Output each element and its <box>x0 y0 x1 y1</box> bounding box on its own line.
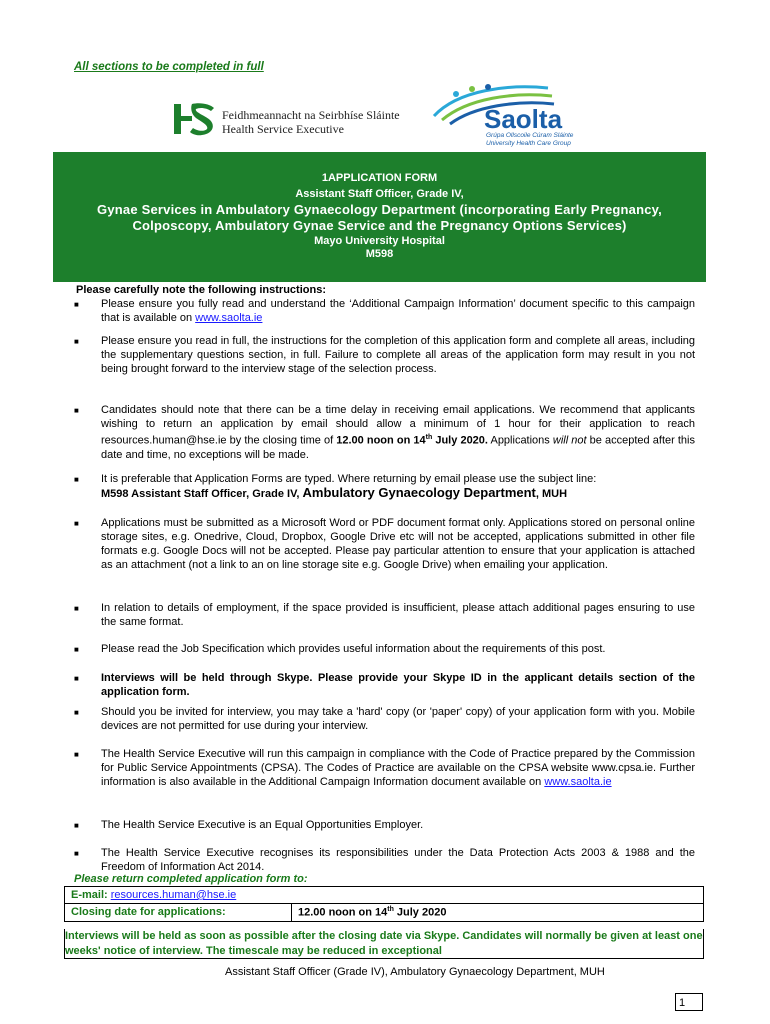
instructions-heading: Please carefully note the following instructions: <box>76 284 326 296</box>
instruction-12: The Health Service Executive recognises its responsibilities under the Data Protection Acts 2003 & 1988 and the Freedom of Information Act 2014. <box>101 847 695 873</box>
bullet-icon: ■ <box>74 708 79 717</box>
instruction-8: Interviews will be held through Skype. Please provide your Skype ID in the applicant details section of the application form. <box>101 672 695 698</box>
saolta-link[interactable]: www.saolta.ie <box>544 776 612 788</box>
form-title: 1APPLICATION FORM <box>321 172 438 184</box>
bullet-icon: ■ <box>74 300 79 309</box>
bullet-icon: ■ <box>74 750 79 759</box>
footer-text: Assistant Staff Officer (Grade IV), Ambulatory Gynaecology Department, MUH <box>225 966 605 978</box>
closing-label: Closing date for applications: <box>65 904 292 922</box>
email-cell: E-mail: resources.human@hse.ie <box>65 887 704 904</box>
campaign-code: M598 <box>365 248 394 260</box>
bullet-icon: ■ <box>74 674 79 683</box>
instruction-10: The Health Service Executive will run this campaign in compliance with the Code of Practice prepared by the Commission for Public Service Appointments (CPSA). The Codes of Practice are available on the CPSA website www.cpsa.ie. Further information is also available in the Additional Campaign Information document available on www.saolta.ie <box>101 748 695 788</box>
instruction-2: Please ensure you read in full, the instructions for the completion of this application form and complete all areas, including the supplementary questions section, in full. Failure to complete all areas of the application form may result in you not being brought forward to the interview stage of the selection process. <box>101 335 695 375</box>
closing-date: 12.00 noon on 14th July 2020 <box>292 904 704 922</box>
grade-title: Assistant Staff Officer, Grade IV, <box>295 188 464 200</box>
title-banner <box>53 152 706 282</box>
hse-name <box>222 108 400 136</box>
bullet-icon: ■ <box>74 406 79 415</box>
return-heading: Please return completed application form to: <box>74 873 308 885</box>
hse-mark-icon <box>174 103 214 135</box>
bullet-icon: ■ <box>74 604 79 613</box>
instruction-1: Please ensure you fully read and understand the ‘Additional Campaign Information’ document specific to this campaign that is available on www.saolta.ie <box>101 298 695 324</box>
instruction-11: The Health Service Executive is an Equal Opportunities Employer. <box>101 819 424 831</box>
bullet-icon: ■ <box>74 475 79 484</box>
bullet-icon: ■ <box>74 849 79 858</box>
email-link[interactable]: resources.human@hse.ie <box>110 889 237 901</box>
saolta-sub-english: University Health Care Group <box>486 140 571 147</box>
saolta-sub-irish: Grúpa Ollscoile Cúram Sláinte <box>486 132 574 139</box>
instruction-4: It is preferable that Application Forms are typed. Where returning by email please use the subject line: M598 Assistant Staff Officer, Grade IV, Ambulatory Gynaecology Department, MUH <box>101 473 597 500</box>
bullet-icon: ■ <box>74 519 79 528</box>
hse-name-english: Health Service Executive <box>222 122 344 136</box>
instruction-7: Please read the Job Specification which provides useful information about the requirements of this post. <box>101 643 606 655</box>
bullet-icon: ■ <box>74 645 79 654</box>
instruction-6: In relation to details of employment, if the space provided is insufficient, please attach additional pages ensuring to use the same format. <box>101 602 695 628</box>
bullet-icon: ■ <box>74 337 79 346</box>
interview-note: Interviews will be held as soon as possible after the closing date via Skype. Candidates will normally be given at least one weeks' notice of interview. The timescale may be reduced in exceptional <box>65 930 703 957</box>
instruction-5: Applications must be submitted as a Microsoft Word or PDF document format only. Applications stored on personal online storage sites, e.g. Onedrive, Cloud, Dropbox, Google Drive etc will not be accepted, applications submitted in other file formats e.g. Google Docs will not be accepted. Please pay particular attention to ensure that your application is attached as an attachment (not a link to an on line storage site e.g. Google Drive) when emailing your application. <box>101 517 695 571</box>
instruction-3: Candidates should note that there can be a time delay in receiving email applications. We recommend that applicants wishing to return an application by email should allow a minimum of 1 hour for their application to reach resources.human@hse.ie by the closing time of 12.00 noon on 14th July 2020. Applications will not be accepted after this date and time, no exceptions will be made. <box>101 404 695 461</box>
instruction-9: Should you be invited for interview, you may take a 'hard' copy (or 'paper' copy) of your application form with you. Mobile devices are not permitted for use during your interview. <box>101 706 695 732</box>
saolta-logo <box>428 80 618 150</box>
return-table <box>64 886 704 922</box>
top-note: All sections to be completed in full <box>74 61 264 73</box>
post-title: Gynae Services in Ambulatory Gynaecology Department (incorporating Early Pregnancy, Colposcopy, Ambulatory Gynae Service and the Pregnancy Options Services) <box>97 202 662 233</box>
bullet-icon: ■ <box>74 821 79 830</box>
page-number: 1 <box>675 993 703 1011</box>
hse-name-irish: Feidhmeannacht na Seirbhíse Sláinte <box>222 108 400 122</box>
saolta-link[interactable]: www.saolta.ie <box>195 312 263 324</box>
hospital-name: Mayo University Hospital <box>314 235 445 247</box>
saolta-wordmark: Saolta <box>484 104 563 134</box>
